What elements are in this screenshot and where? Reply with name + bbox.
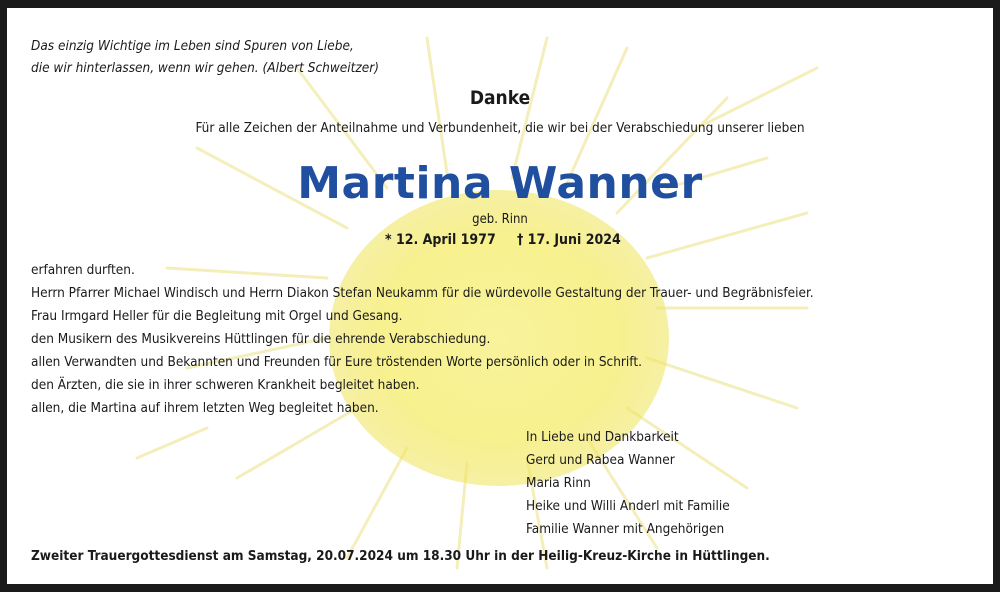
- body-line: allen Verwandten und Bekannten und Freunden für Eure tröstenden Worte persönlich oder in Schrift.: [31, 354, 642, 370]
- body-line: den Ärzten, die sie in ihrer schweren Krankheit begleitet haben.: [31, 377, 420, 393]
- signature-line: Gerd und Rabea Wanner: [526, 452, 675, 468]
- intro-text: Für alle Zeichen der Anteilnahme und Verbundenheit, die wir bei der Verabschiedung unserer lieben: [195, 120, 805, 136]
- deceased-name: Martina Wanner: [297, 158, 703, 209]
- body-line: den Musikern des Musikvereins Hüttlingen für die ehrende Verabschiedung.: [31, 331, 491, 347]
- body-line: Herrn Pfarrer Michael Windisch und Herrn Diakon Stefan Neukamm für die würdevolle Gestaltung der Trauer- und Begräbnisfeier.: [31, 285, 814, 301]
- signature-line: Maria Rinn: [526, 475, 591, 491]
- footer-service-note: Zweiter Trauergottesdienst am Samstag, 20.07.2024 um 18.30 Uhr in der Heilig-Kreuz-Kirche in Hüttlingen.: [31, 548, 770, 564]
- obituary-card: [7, 8, 993, 584]
- heading: Danke: [469, 87, 531, 109]
- death-date: † 17. Juni 2024: [517, 232, 621, 248]
- birth-name: geb. Rinn: [472, 212, 528, 227]
- body-line: Frau Irmgard Heller für die Begleitung mit Orgel und Gesang.: [31, 308, 403, 324]
- quote-line-1: Das einzig Wichtige im Leben sind Spuren von Liebe,: [31, 38, 354, 54]
- signature-line: Familie Wanner mit Angehörigen: [526, 521, 725, 537]
- quote-line-2: die wir hinterlassen, wenn wir gehen. (Albert Schweitzer): [31, 60, 379, 76]
- signature-line: Heike und Willi Anderl mit Familie: [526, 498, 730, 514]
- body-line: erfahren durften.: [31, 262, 135, 278]
- body-line: allen, die Martina auf ihrem letzten Weg begleitet haben.: [31, 400, 379, 416]
- signature-line: In Liebe und Dankbarkeit: [526, 429, 679, 445]
- birth-date: * 12. April 1977: [385, 232, 496, 248]
